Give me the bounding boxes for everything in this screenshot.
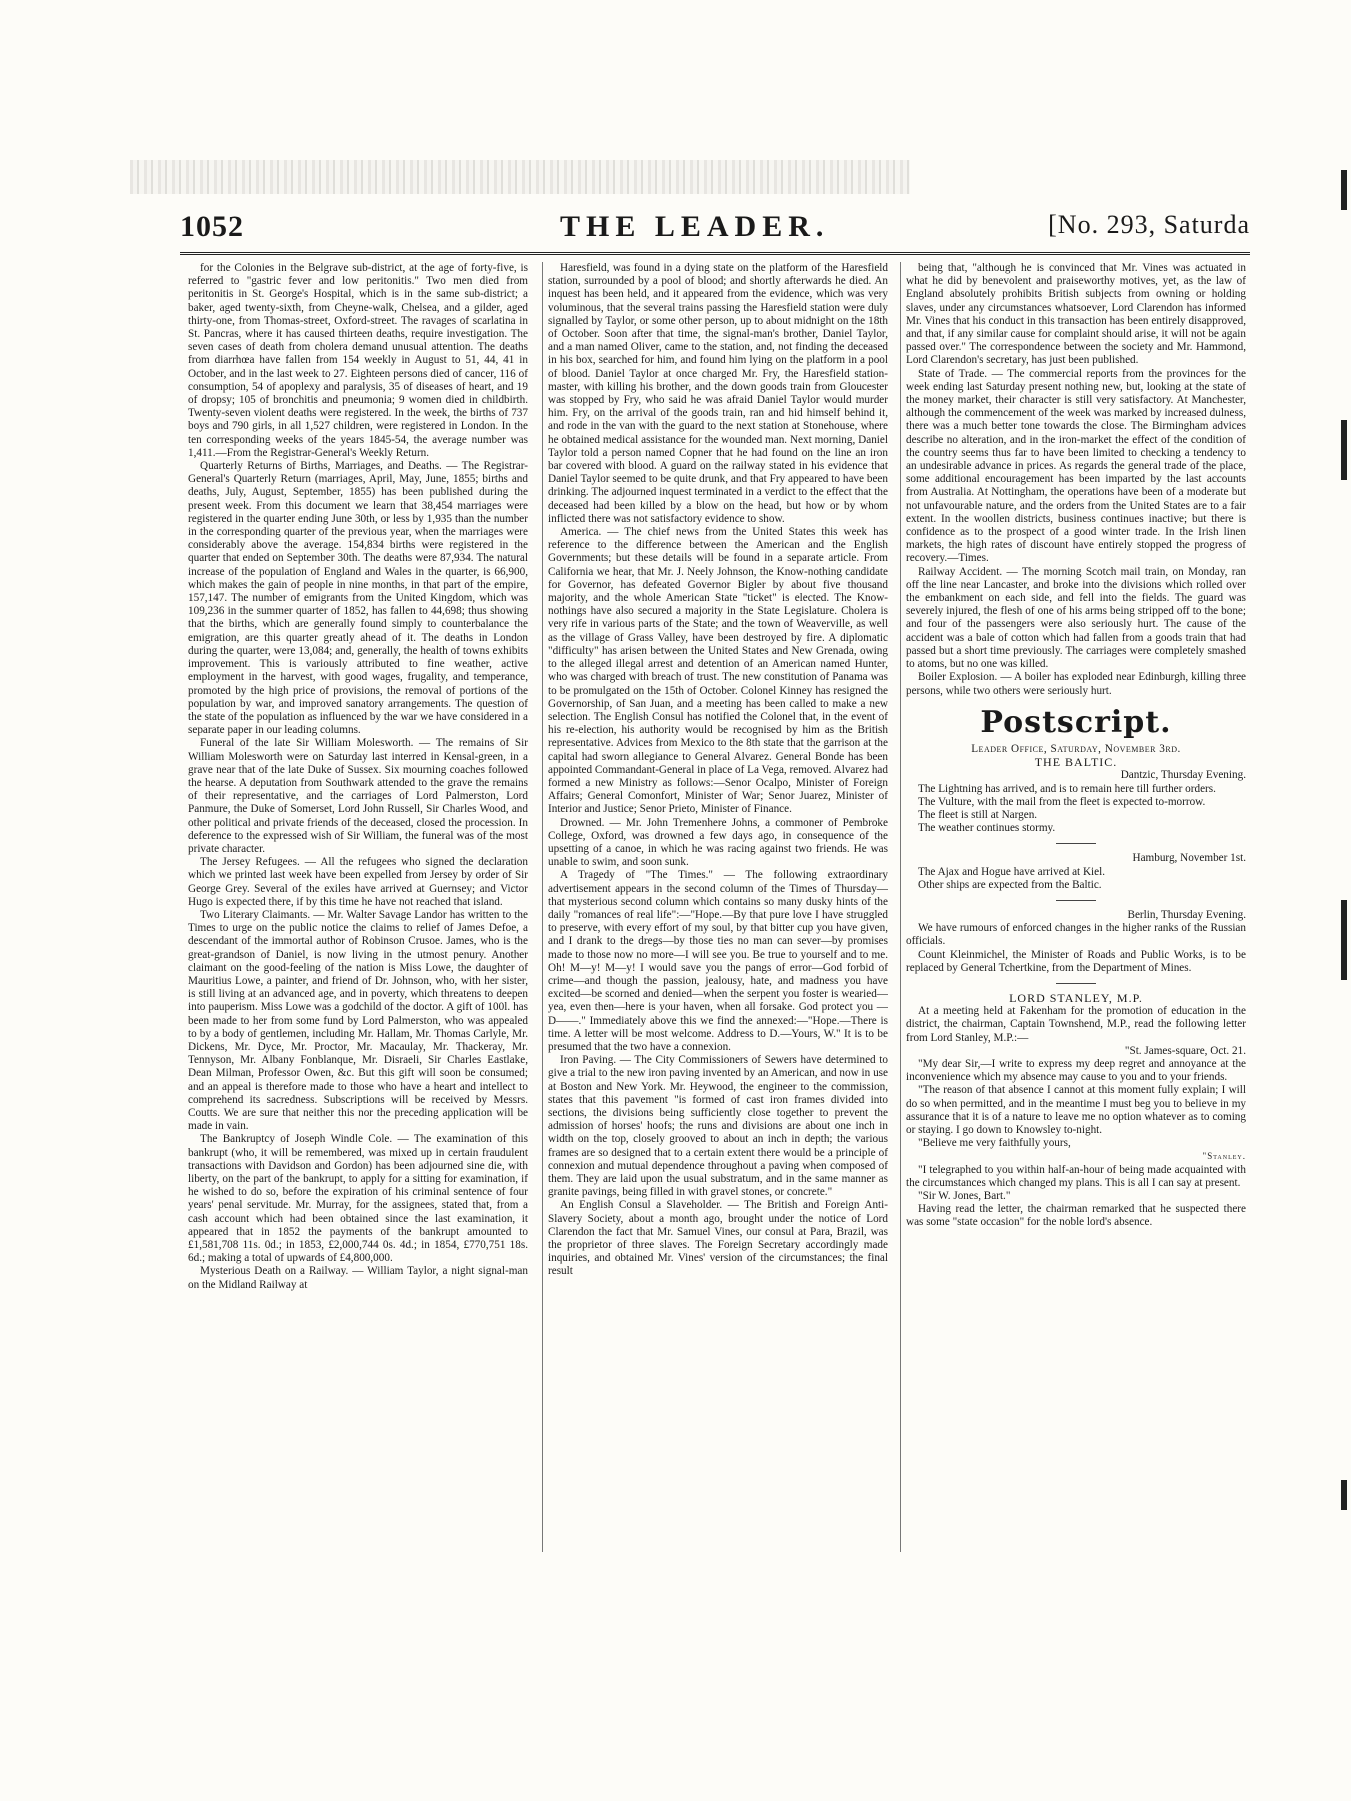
article-paragraph: Iron Paving. — The City Commissioners of Sewers have determined to give a trial to the new iron paving invented by an American, and now in use at Boston and New York. Mr. Heywood, the engineer to the commission, states that this pavement "is formed of cast iron frames divided into sections, the divisions being sufficiently close together to prevent the admission of horses' hoofs; the runs and divisions are about one inch in width on the top, closely grooved to about an inch in depth; the various frames are so designed that to a certain extent there would be a principle of connexion and mutual dependence throughout a paving when composed of them. They are laid upon the usual substratum, and in the same manner as granite pavings, being filled in with gravel stones, or concrete." [548,1054,888,1199]
dispatch-paragraph: The fleet is still at Nargen. [918,808,1038,821]
dispatch-paragraph: At a meeting held at Fakenham for the promotion of education in the district, the chairman, Captain Townshend, M.P., read the following letter from Lord Stanley, M.P.:— [906,1005,1246,1044]
dispatch-paragraph: Having read the letter, the chairman remarked that he suspected there was some "state occasion" for the noble lord's absence. [906,1203,1246,1229]
short-rule [1056,983,1096,984]
column-1 [188,262,528,1552]
article-paragraph: Railway Accident. — The morning Scotch mail train, on Monday, ran off the line near Lancaster, and broke into the divisions which rolled over the embankment on each side, and fell into the fields. The guard was severely injured, the flesh of one of his arms being stripped off to the bone; and four of the passengers were also seriously hurt. The cause of the accident was a bale of cotton which had fallen from a goods train that had passed but a short time previously. The carriages were completely smashed to atoms, but no one was killed. [906,565,1246,671]
dateline: Hamburg, November 1st. [1132,852,1246,865]
column-divider [900,262,901,1552]
dispatch-paragraph: Other ships are expected from the Baltic. [918,878,1102,891]
signature: "Stanley. [1202,1151,1246,1162]
letter-paragraph: "The reason of that absence I cannot at this moment fully explain; I will do so when permitted, and in the meantime I must beg you to believe in my assurance that it is of a nature to leave me no option whatever as to coming or staying. I go down to Knowsley to-night. [906,1084,1246,1136]
issue-number: [No. 293, Saturda [1048,210,1250,239]
margin-scan-mark [1341,170,1347,210]
article-paragraph: Two Literary Claimants. — Mr. Walter Savage Landor has written to the Times to urge on the public notice the claims to relief of James Defoe, a descendant of the immortal author of Robinson Crusoe. James, who is the great-grandson of Daniel, is now living in the utmost penury. Another claimant on the good-feeling of the nation is Miss Lowe, the daughter of Mauritius Lowe, a painter, and friend of Dr. Johnson, who, with her sister, is still living at an advanced age, and in poverty, which threatens to deepen into pauperism. Miss Lowe was a godchild of the doctor. A gift of 100l. has been made to her from some fund by Lord Palmerston, who was appealed to by a body of gentlemen, including Mr. Hallam, Mr. Thomas Carlyle, Mr. Dickens, Mr. Dyce, Mr. Proctor, Mr. Macaulay, Mr. Thackeray, Mr. Tennyson, Mr. Albany Fonblanque, Mr. Disraeli, Sir Charles Eastlake, Dean Milman, Professor Owen, &c. But this gift will soon be consumed; and an appeal is therefore made to those who have a heart and intellect to comprehend its sacredness. Subscriptions will be received by Messrs. Coutts. We are sure that neither this nor the preceding application will be made in vain. [188,908,528,1133]
short-rule [1056,843,1096,844]
margin-scan-mark [1341,1480,1347,1510]
article-paragraph: The Bankruptcy of Joseph Windle Cole. — The examination of this bankrupt (who, it will be remembered, was mixed up in certain fraudulent transactions with Davidson and Gordon) has been adjourned sine die, with liberty, on the part of the bankrupt, to apply for a sitting for examination, if he wished to do so, before the expiration of his criminal sentence of four years' penal servitude. Mr. Murray, for the assignees, stated that, from a cash account which had been obtained since the last examination, it appeared that in 1852 the payments of the bankrupt amounted to £1,581,708 11s. 0d.; in 1853, £2,000,744 0s. 4d.; in 1854, £770,751 18s. 6d.; making a total of upwards of £4,800,000. [188,1133,528,1265]
dispatch-paragraph: We have rumours of enforced changes in the higher ranks of the Russian officials. [906,922,1246,948]
letter-paragraph: "Believe me very faithfully yours, [918,1137,1071,1150]
dateline: Berlin, Thursday Evening. [1127,908,1246,921]
article-paragraph: being that, "although he is convinced that Mr. Vines was actuated in what he did by benevolent and praiseworthy motives, yet, as the law of England absolutely prohibits British subjects from owning or holding slaves, under any circumstances whatsoever, Lord Clarendon has informed Mr. Vines that his conduct in this transaction has been entirely disapproved, and that, if any similar cause for complaint should arise, it will not be again passed over." The correspondence between the society and Mr. Hammond, Lord Clarendon's secretary, has just been published. [906,262,1246,367]
dispatch-paragraph: Count Kleinmichel, the Minister of Roads and Public Works, is to be replaced by General Tchertkine, from the Department of Mines. [906,948,1246,974]
column-divider [542,262,543,1552]
article-paragraph: for the Colonies in the Belgrave sub-district, at the age of forty-five, is referred to "gastric fever and low peritonitis." Two men died from peritonitis in St. George's Hospital, which is in the same sub-district; a baker, aged twenty-sixth, from Cheyne-walk, Chelsea, and a gilder, aged thirty-one, from Thomas-street, Oxford-street. The ravages of scarlatina in St. Pancras, where it has caused thirteen deaths, require investigation. The seven cases of death from cholera demand unusual attention. The deaths from diarrhœa have fallen from 154 weekly in August to 51, 44, 41 in October, and in the last week to 27. Eighteen persons died of cancer, 116 of consumption, 54 of apoplexy and paralysis, 35 of diseases of heart, and 19 of dropsy; 105 of bronchitis and pneumonia; 9 women died in childbirth. Twenty-seven violent deaths were registered. In the week, the births of 737 boys and 790 girls, in all 1,527 children, were registered in London. In the ten corresponding weeks of the years 1845-54, the average number was 1,411.—From the Registrar-General's Weekly Return. [188,262,528,459]
column-2 [548,262,888,1552]
dispatch-paragraph: The Lightning has arrived, and is to remain here till further orders. [918,782,1216,795]
print-smudge [130,160,910,194]
letter-recipient: "Sir W. Jones, Bart." [918,1190,1011,1202]
article-paragraph: An English Consul a Slaveholder. — The British and Foreign Anti-Slavery Society, about a month ago, brought under the notice of Lord Clarendon the fact that Mr. Samuel Vines, our consul at Para, Brazil, was the proprietor of three slaves. The Foreign Secretary accordingly made inquiries, and obtained Mr. Vines' version of the circumstances; the final result [548,1199,888,1278]
page-number: 1052 [180,210,244,243]
dispatch-paragraph: The Vulture, with the mail from the fleet is expected to-morrow. [918,795,1206,808]
dateline: Dantzic, Thursday Evening. [1120,769,1246,782]
letter-paragraph: "I telegraphed to you within half-an-hour of being made acquainted with the circumstances which changed my plans. This is all I can say at present. [906,1163,1246,1189]
postscript-title: Postscript. [980,704,1172,740]
column-3 [906,262,1246,1552]
section-heading-baltic: THE BALTIC. [1034,755,1118,770]
short-rule [1056,900,1096,901]
office-dateline: Leader Office, Saturday, November 3rd. [971,742,1181,755]
header-rule [180,252,1250,255]
dispatch-paragraph: The Ajax and Hogue have arrived at Kiel. [918,865,1106,878]
margin-scan-mark [1341,900,1347,980]
article-paragraph: America. — The chief news from the United States this week has reference to the difference between the American and the English Governments; but these details will be found in a separate article. From California we hear, that Mr. J. Neely Johnson, the Know-nothing candidate for Governor, has defeated Governor Bigler by about five thousand majority, and the whole American State "ticket" is elected. The Know-nothings have also secured a majority in the State Legislature. Cholera is very rife in various parts of the State; and the town of Weaverville, as well as the village of Grass Valley, have been destroyed by fire. A diplomatic "difficulty" has arisen between the United States and New Grenada, owing to the alleged illegal arrest and detention of an American named Hunter, who was charged with breach of trust. The new constitution of Panama was to be promulgated on the 15th of October. Colonel Kinney has resigned the Governorship, of San Juan, and a meeting has been called to make a new selection. The English Consul has notified the Colonel that, in the event of his re-election, his authority would be recognised by him as the British representative. Advices from Mexico to the 8th state that the garrison at the capital had sworn allegiance to General Alvarez. General Bonde has been appointed Commandant-General in place of La Vega, removed. Alvarez had formed a new Ministry as follows:—Senor Ocalpo, Minister of Foreign Affairs; General Comonfort, Minister of War; Senor Juarez, Minister of Interior and Justice; Senor Prieto, Minister of Finance. [548,526,888,816]
page-header [180,210,1250,254]
dispatch-paragraph: The weather continues stormy. [918,822,1056,835]
article-paragraph: A Tragedy of "The Times." — The following extraordinary advertisement appears in the second column of the Times of Thursday—that mysterious second column which contains so many dusky hints of the daily "romances of real life":—"Hope.—By that pure love I have struggled to preserve, with every effort of my soul, by that bitter cup you have given, and I drank to the dregs—by those ties no man can sever—by promises made to those now no more—I will see you. Be true to yourself and to me. Oh! M—y! M—y! I would save you the pangs of error—God forbid of crime—and though the passion, jealousy, hate, and madness you have excited—be scorned and denied—when the serpent you foster is wearied—yea, even then—here is your haven, when all forsake. God protect you — D——." Immediately above this we find the annexed:—"Hope.—There is time. A letter will be most welcome. Address to D.—Yours, W." It is to be presumed that the two have a connexion. [548,869,888,1053]
article-paragraph: Boiler Explosion. — A boiler has exploded near Edinburgh, killing three persons, while two others were seriously hurt. [906,671,1246,697]
article-paragraph: Quarterly Returns of Births, Marriages, and Deaths. — The Registrar-General's Quarterly Return (marriages, April, May, June, 1855; births and deaths, July, August, September, 1855) has been published during the present week. From this document we learn that 38,454 marriages were registered in the quarter ending June 30th, or less by 1,935 than the number in the corresponding quarter of the previous year, when the marriages were considerably above the average. 154,834 births were registered in the quarter that ended on September 30th. The deaths were 87,934. The natural increase of the population of England and Wales in the quarter, is 66,900, which makes the gain of people in nine months, in that part of the empire, 157,147. The number of emigrants from the United Kingdom, which was 109,236 in the summer quarter of 1852, has fallen to 44,698; thus showing that the births, which are generally found simply to counterbalance the emigration, are this quarter greatly ahead of it. The deaths in London during the quarter, were 13,084; and, generally, the health of towns exhibits improvement. This is variously attributed to fine weather, active employment in the harvest, with good wages, frugality, and temperance, promoted by the high price of provisions, the removal of portions of the population by war, and improved sanatory arrangements. The question of the state of the population as influenced by the war we have considered in a separate paper in our leading columns. [188,460,528,737]
article-paragraph: Mysterious Death on a Railway. — William Taylor, a night signal-man on the Midland Railway at [188,1265,528,1291]
article-paragraph: Funeral of the late Sir William Molesworth. — The remains of Sir William Molesworth were on Saturday last interred in Kensal-green, in a grave near that of the late Duke of Sussex. Six mourning coaches followed the hearse. A deputation from Southwark attended to the grave the remains of their representative, and the carriages of Lord Palmerston, Lord Panmure, the Duke of Somerset, Lord John Russell, Sir Charles Wood, and other political and private friends of the deceased, closed the procession. In deference to the expressed wish of Sir William, the funeral was of the most private character. [188,737,528,855]
article-paragraph: Haresfield, was found in a dying state on the platform of the Haresfield station, surrounded by a pool of blood; and shortly afterwards he died. An inquest has been held, and it appeared from the evidence, which was very voluminous, that the several trains passing the Haresfield station were duly signalled by Taylor, or some other person, up to about midnight on the 18th of October. Soon after that time, the signal-man's brother, Daniel Taylor, and a man named Oliver, came to the station, and, not finding the deceased in his box, searched for him, and found him lying on the platform in a pool of blood. Daniel Taylor at once charged Mr. Fry, the Haresfield station-master, with killing his brother, and the down goods train from Gloucester was stopped by Fry, who said he was afraid Daniel Taylor would murder him. Fry, on the arrival of the goods train, ran and hid himself behind it, and rode in the van with the guard to the next station at Stonehouse, where he obtained medical assistance for the wounded man. Next morning, Daniel Taylor told a person named Copner that he had found on the line an iron bar covered with blood. A guard on the railway stated in his evidence that Daniel Taylor seemed to be quite drunk, and that Fry appeared to have been drinking. The adjourned inquest terminated in a verdict to the effect that the deceased had been killed by a blow on the head, but how or by whom inflicted there was not satisfactory evidence to show. [548,262,888,525]
article-paragraph: Drowned. — Mr. John Tremenhere Johns, a commoner of Pembroke College, Oxford, was drowned a few days ago, in consequence of the upsetting of a canoe, in which he was racing against two friends. He was unable to swim, and soon sunk. [548,816,888,869]
section-heading-stanley: LORD STANLEY, M.P. [1009,990,1143,1005]
article-paragraph: State of Trade. — The commercial reports from the provinces for the week ending last Saturday present nothing new, but, looking at the state of the money market, their character is still very satisfactory. At Manchester, although the commencement of the week was marked by increased dulness, there was a much better tone towards the close. The Birmingham advices describe no alteration, and in the iron-market the effect of the condition of the country seems thus far to have been limited to checking a tendency to an undesirable advance in prices. As regards the general trade of the place, some additional encouragement has been imparted by the last accounts from Australia. At Nottingham, the operations have been of a moderate but not unfavourable nature, and the orders from the United States are to a fair extent. In the woollen districts, business continues inactive; but there is confidence as to the prospect of a good winter trade. In the Irish linen markets, the high rates of discount have entirely stopped the progress of recovery.—Times. [906,367,1246,565]
article-paragraph: The Jersey Refugees. — All the refugees who signed the declaration which we printed last week have been expelled from Jersey by order of Sir George Grey. Several of the exiles have arrived at Guernsey; and Victor Hugo is expected there, if by this time he have not reached that island. [188,856,528,908]
letter-paragraph: "My dear Sir,—I write to express my deep regret and annoyance at the inconvenience which my absence may cause to you and to your friends. [906,1057,1246,1084]
masthead-title: THE LEADER. [560,210,830,243]
letter-dateline: "St. James-square, Oct. 21. [1124,1044,1246,1057]
margin-scan-mark [1341,420,1347,480]
